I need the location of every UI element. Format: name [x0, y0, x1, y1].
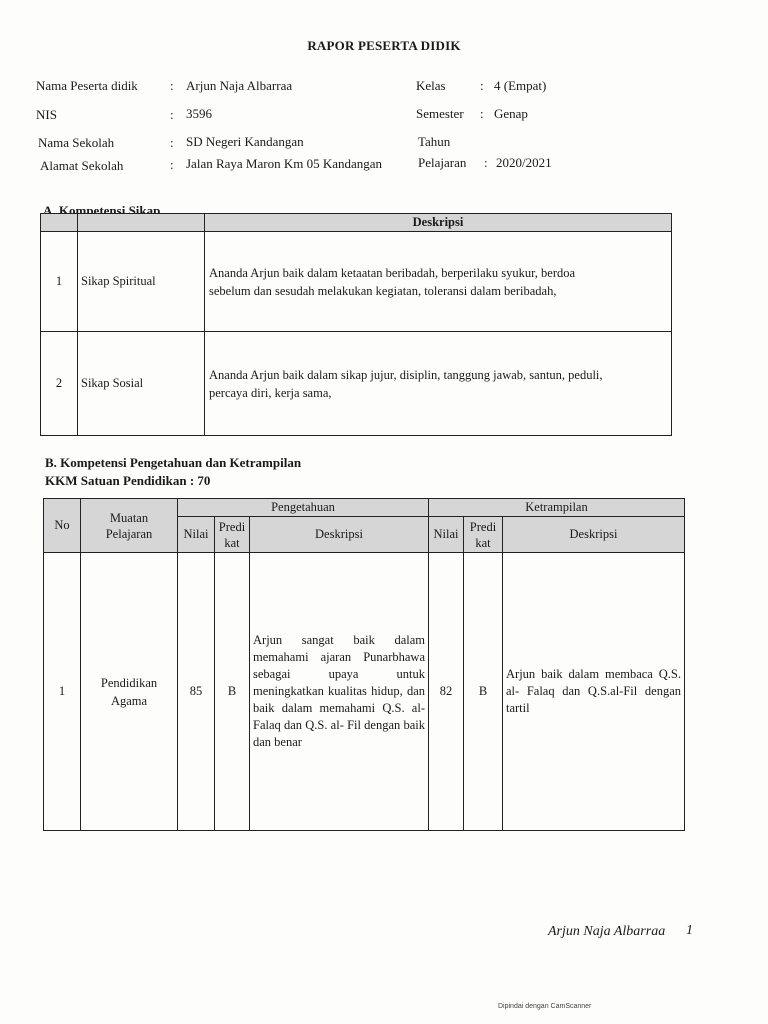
description-line: Ananda Arjun baik dalam sikap jujur, disiplin, tanggung jawab, santun, peduli,: [209, 367, 603, 382]
colon: :: [170, 107, 174, 122]
row-number: 1: [44, 553, 81, 831]
skill-description: Arjun baik dalam membaca Q.S. al- Falaq dan Q.S.al-Fil dengan tartil: [503, 553, 685, 831]
header-deskripsi: Deskripsi: [250, 517, 429, 553]
header-ketrampilan: Ketrampilan: [429, 499, 685, 517]
description-line: Ananda Arjun baik dalam ketaatan beribadah, berperilaku syukur, berdoa: [209, 265, 576, 280]
nis-label: NIS: [36, 107, 57, 122]
header-predikat: [464, 517, 503, 553]
school-name-label: Nama Sekolah: [38, 135, 115, 150]
header-blank: [78, 214, 205, 232]
description-line: percaya diri, kerja sama,: [209, 385, 332, 400]
scanner-watermark: Dipindai dengan CamScanner: [498, 1003, 592, 1010]
aspect-description: [205, 232, 672, 332]
header-predikat: [215, 517, 250, 553]
semester-label: Semester: [416, 106, 464, 121]
school-address-value: Jalan Raya Maron Km 05 Kandangan: [186, 156, 383, 171]
class-value: 4 (Empat): [494, 78, 547, 93]
colon: :: [170, 78, 174, 93]
class-label: Kelas: [416, 78, 446, 93]
header-line: kat: [224, 535, 240, 550]
table-row: [41, 332, 672, 436]
year-value: 2020/2021: [496, 155, 552, 170]
school-name-value: SD Negeri Kandangan: [186, 134, 304, 149]
sikap-table: [40, 213, 672, 436]
colon: :: [480, 78, 484, 93]
colon: :: [170, 157, 174, 172]
sikap-header-row: [41, 214, 672, 232]
header-line: Predi: [218, 519, 246, 534]
header-line: Pelajaran: [105, 526, 153, 541]
school-address-label: Alamat Sekolah: [40, 158, 124, 173]
aspect-description: [205, 332, 672, 436]
report-title: RAPOR PESERTA DIDIK: [307, 38, 461, 53]
header-line: kat: [475, 535, 491, 550]
colon: :: [480, 106, 484, 121]
subject-line: Agama: [110, 693, 148, 708]
year-label-line1: Tahun: [418, 134, 451, 149]
header-muatan: [81, 499, 178, 553]
section-b-title: B. Kompetensi Pengetahuan dan Ketrampilan: [45, 455, 302, 470]
knowledge-description: Arjun sangat baik dalam memahami ajaran Punarbhawa sebagai upaya untuk meningkatkan kualitas hidup, dan baik dalam memahami Q.S. al- Falaq dan Q.S. al- Fil dengan baik dan benar: [250, 553, 429, 831]
knowledge-score: 85: [178, 553, 215, 831]
kompetensi-table: [43, 498, 685, 831]
subject-line: Pendidikan: [100, 675, 158, 690]
row-number: 1: [41, 232, 78, 332]
aspect-label: Sikap Spiritual: [78, 232, 205, 332]
header-deskripsi: Deskripsi: [205, 214, 672, 232]
description-line: sebelum dan sesudah melakukan kegiatan, toleransi dalam beribadah,: [209, 283, 557, 298]
colon: :: [484, 155, 488, 170]
header-pengetahuan: Pengetahuan: [178, 499, 429, 517]
table-row: [41, 232, 672, 332]
header-line: Predi: [469, 519, 497, 534]
aspect-label: Sikap Sosial: [78, 332, 205, 436]
colon: :: [170, 135, 174, 150]
header-nilai: Nilai: [178, 517, 215, 553]
header-line: Muatan: [109, 510, 149, 525]
year-label-line2: Pelajaran: [418, 155, 467, 170]
header-deskripsi: Deskripsi: [503, 517, 685, 553]
header-row: [44, 499, 685, 517]
skill-grade: B: [464, 553, 503, 831]
kkm-label: KKM Satuan Pendidikan : 70: [45, 473, 211, 488]
knowledge-grade: B: [215, 553, 250, 831]
student-name-value: Arjun Naja Albarraa: [186, 78, 293, 93]
row-number: 2: [41, 332, 78, 436]
skill-score: 82: [429, 553, 464, 831]
header-nilai: Nilai: [429, 517, 464, 553]
header-blank: [41, 214, 78, 232]
footer-student-name: Arjun Naja Albarraa: [548, 924, 666, 939]
student-name-label: Nama Peserta didik: [36, 78, 138, 93]
page-number: 1: [686, 923, 693, 938]
semester-value: Genap: [494, 106, 528, 121]
nis-value: 3596: [186, 106, 212, 121]
table-row: [44, 553, 685, 831]
section-a-title: A. Kompetensi Sikap: [43, 203, 161, 218]
subject-name: [81, 553, 178, 831]
header-no: No: [44, 499, 81, 553]
